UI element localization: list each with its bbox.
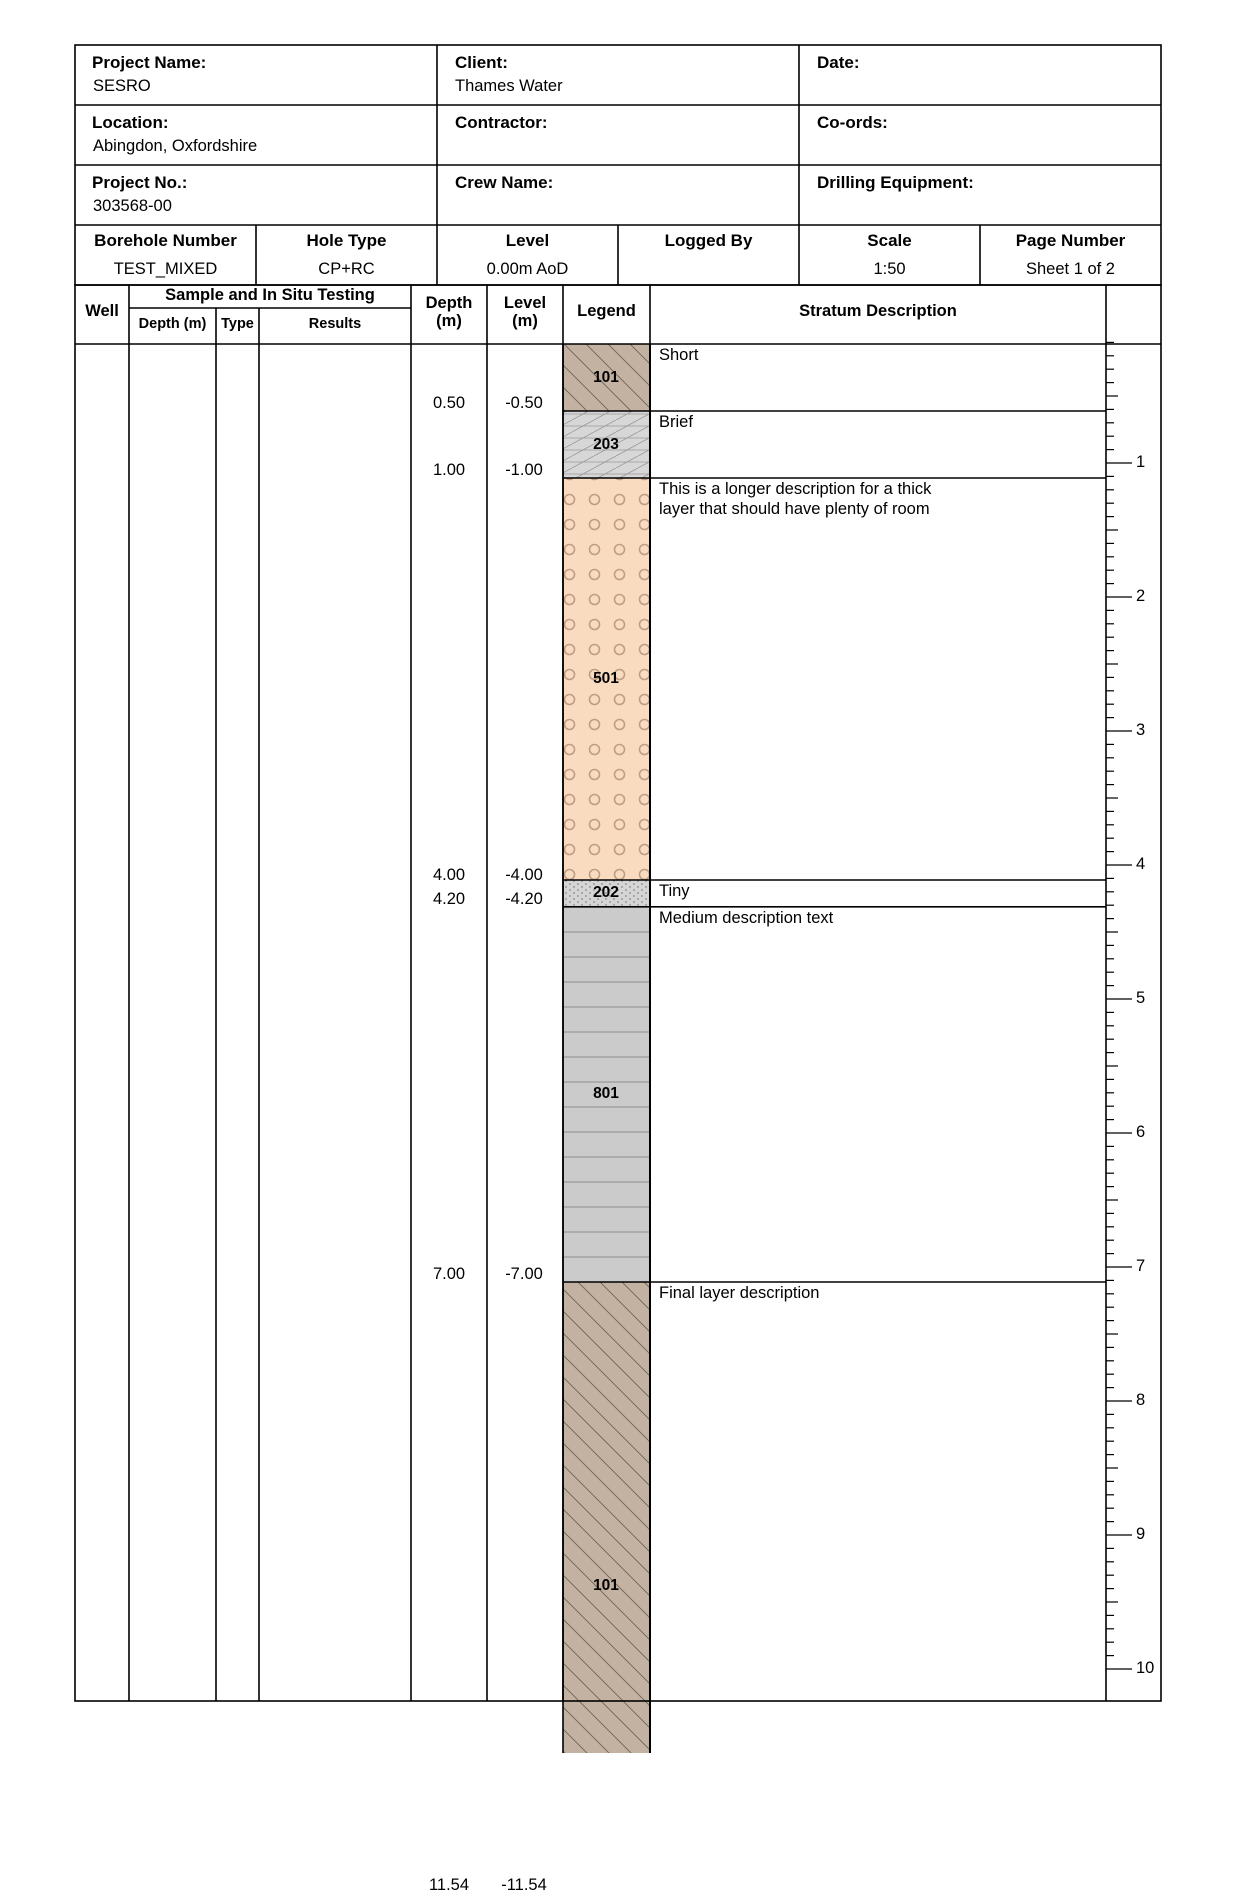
borehole-number-value: TEST_MIXED — [113, 260, 218, 278]
location-value: Abingdon, Oxfordshire — [93, 137, 258, 155]
legend-code-label: 501 — [593, 670, 619, 687]
level-value: -7.00 — [505, 1265, 543, 1283]
scale-tick-label: 2 — [1136, 587, 1146, 605]
scale-tick-label: 1 — [1136, 453, 1146, 471]
level-value: -0.50 — [505, 394, 543, 412]
level-value: -1.00 — [505, 461, 543, 479]
legend-column-header: Legend — [577, 302, 636, 320]
stratum-description-text: Final layer description — [659, 1284, 820, 1302]
project-name-value: SESRO — [93, 77, 151, 95]
coords-label: Co-ords: — [817, 113, 888, 132]
stratum-description-text: Tiny — [659, 882, 690, 900]
project-no-value: 303568-00 — [93, 197, 172, 215]
legend-code-label: 101 — [593, 368, 619, 386]
stratum-description-text: Medium description text — [659, 908, 834, 927]
page-number-label: Page Number — [1015, 231, 1126, 250]
stratum-description-column-header: Stratum Description — [799, 302, 957, 320]
scale-value: 1:50 — [873, 260, 906, 278]
level-value: -11.54 — [501, 1876, 547, 1895]
location-label: Location: — [92, 113, 169, 132]
depth-header-line2: (m) — [436, 312, 462, 330]
stratum-description-text: Short — [659, 346, 699, 364]
level-header-line2: (m) — [512, 312, 538, 330]
legend-code-label: 101 — [593, 1577, 619, 1595]
client-label: Client: — [455, 53, 508, 72]
depth-value: 11.54 — [428, 1876, 470, 1895]
scale-tick-label: 7 — [1136, 1257, 1146, 1275]
well-column-header: Well — [85, 302, 119, 320]
sample-type-column-header: Type — [221, 316, 254, 332]
scale-label: Scale — [867, 231, 912, 250]
project-no-label: Project No.: — [92, 173, 188, 192]
page-number-value: Sheet 1 of 2 — [1026, 260, 1115, 278]
scale-tick-label: 9 — [1136, 1525, 1146, 1543]
legend-code-label: 801 — [593, 1085, 619, 1103]
date-label: Date: — [817, 53, 860, 72]
level-value: -4.00 — [505, 865, 543, 884]
sample-results-column-header: Results — [308, 316, 362, 332]
drilling-equipment-label: Drilling Equipment: — [817, 173, 974, 192]
sample-depth-column-header: Depth (m) — [138, 316, 207, 332]
scale-tick-label: 5 — [1136, 989, 1146, 1007]
scale-tick-label: 8 — [1136, 1391, 1146, 1409]
legend-fill-clay — [563, 1282, 650, 1753]
hole-type-label: Hole Type — [306, 231, 387, 250]
crew-name-label: Crew Name: — [455, 173, 554, 192]
depth-value: 1.00 — [432, 461, 466, 479]
depth-value: 7.00 — [432, 1265, 466, 1283]
level-value: -4.20 — [505, 889, 543, 908]
level-label: Level — [505, 231, 550, 250]
depth-value: 4.00 — [432, 865, 466, 884]
scale-tick-label: 4 — [1136, 855, 1146, 873]
hole-type-value: CP+RC — [318, 260, 375, 278]
depth-value: 0.50 — [432, 394, 466, 412]
project-name-label: Project Name: — [92, 53, 207, 72]
logged-by-label: Logged By — [664, 231, 753, 250]
depth-value: 4.20 — [432, 889, 466, 908]
depth-header-line1: Depth — [425, 294, 473, 312]
stratum-description-text: This is a longer description for a thick layer that should have plenty of room — [659, 480, 932, 518]
legend-code-label: 203 — [593, 435, 619, 453]
samples-column-header: Sample and In Situ Testing — [165, 286, 375, 304]
scale-tick-label: 3 — [1136, 721, 1146, 739]
scale-tick-label: 10 — [1136, 1659, 1155, 1677]
scale-tick-label: 6 — [1136, 1123, 1146, 1141]
contractor-label: Contractor: — [455, 113, 548, 132]
level-value: 0.00m AoD — [486, 260, 569, 278]
legend-code-label: 202 — [593, 884, 619, 902]
stratum-description-text: Brief — [659, 413, 693, 431]
client-value: Thames Water — [455, 77, 563, 95]
borehole-number-label: Borehole Number — [94, 231, 237, 250]
level-header-line1: Level — [503, 294, 547, 312]
